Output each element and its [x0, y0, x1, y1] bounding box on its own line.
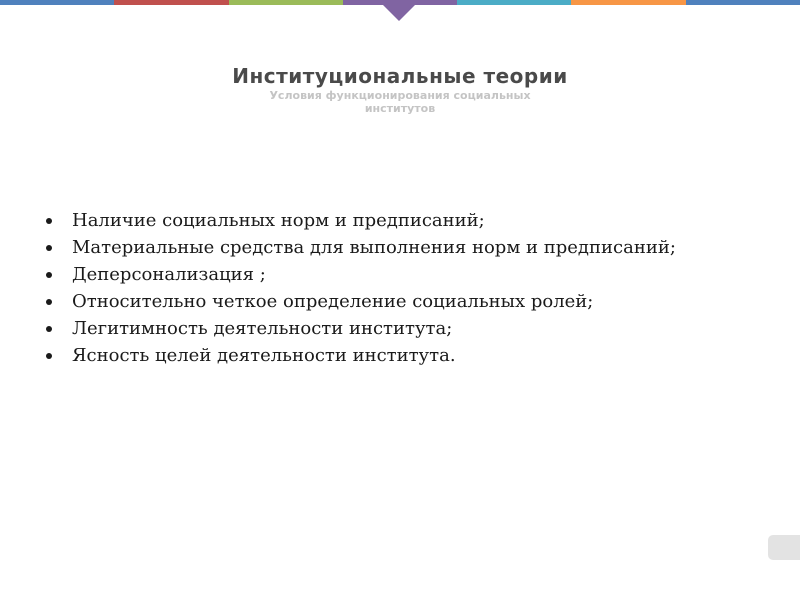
slide-title: Институциональные теории: [232, 64, 568, 88]
bullet-text: Легитимность деятельности института;: [72, 318, 453, 339]
pointer-triangle-icon: [383, 5, 415, 21]
color-bar-segment-red: [114, 0, 228, 5]
bullet-item: [44, 288, 676, 315]
bullet-dot-icon: [46, 299, 52, 305]
bullet-item: [44, 261, 676, 288]
bullet-item: [44, 234, 676, 261]
color-bar-segment-blue: [0, 0, 114, 5]
slide-subtitle: Условия функционирования социальных институтов: [269, 89, 531, 115]
bullet-text: Относительно четкое определение социальных ролей;: [72, 291, 594, 312]
color-bar-segment-teal: [457, 0, 571, 5]
bullet-item: [44, 315, 676, 342]
bullet-text: Ясность целей деятельности института.: [72, 345, 456, 366]
bullet-dot-icon: [46, 218, 52, 224]
color-bar-segment-green: [229, 0, 343, 5]
bullet-item: [44, 342, 676, 369]
bullet-list: [44, 207, 676, 369]
color-bar-segment-orange: [571, 0, 685, 5]
bullet-item: [44, 207, 676, 234]
bullet-dot-icon: [46, 245, 52, 251]
bullet-dot-icon: [46, 272, 52, 278]
bullet-text: Деперсонализация ;: [72, 264, 266, 285]
bullet-text: Материальные средства для выполнения норм и предписаний;: [72, 237, 676, 258]
bullet-dot-icon: [46, 353, 52, 359]
bullet-dot-icon: [46, 326, 52, 332]
bullet-text: Наличие социальных норм и предписаний;: [72, 210, 485, 231]
slide-nav-button[interactable]: [768, 535, 800, 560]
color-bar-segment-blue-end: [686, 0, 800, 5]
